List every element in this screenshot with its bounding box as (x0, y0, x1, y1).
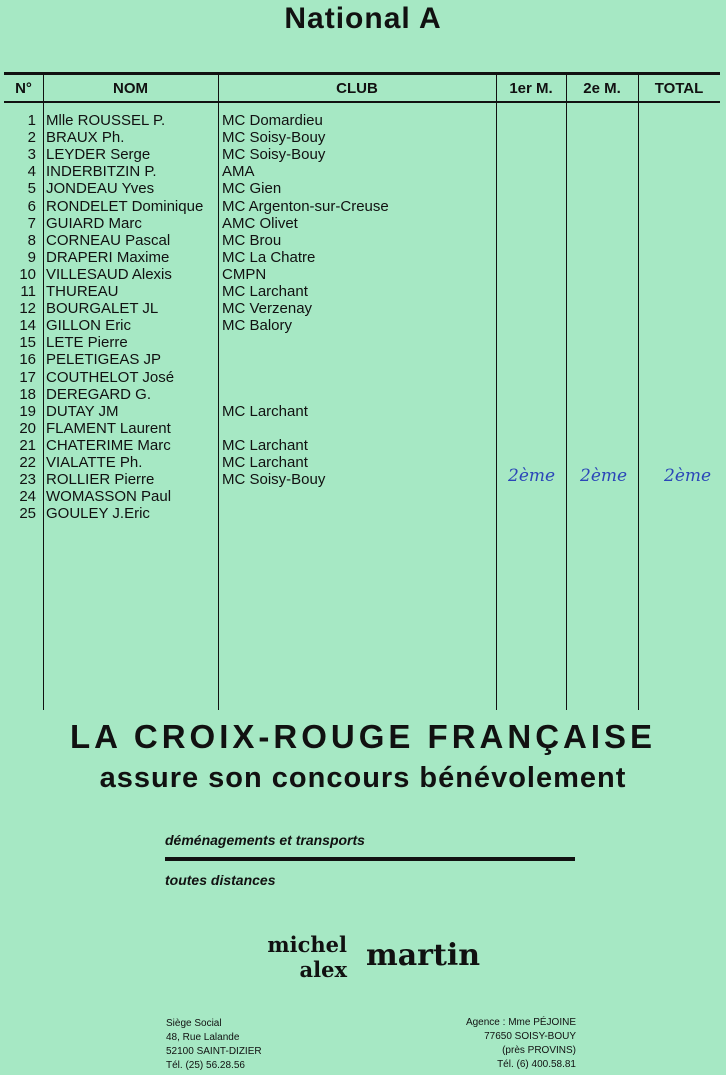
entry-nom: COUTHELOT José (46, 368, 175, 386)
entry-club: MC Larchant (222, 454, 308, 471)
table-top-rule (4, 72, 720, 75)
handwritten-total: 2ème (664, 466, 712, 486)
siege-line: Tél. (25) 56.28.56 (166, 1060, 245, 1071)
entry-num: 19 (19, 402, 36, 420)
entry-club: MC Domardieu (222, 112, 323, 129)
entry-club: MC Larchant (222, 436, 308, 454)
entry-nom: INDERBITZIN P. (46, 163, 157, 181)
entry-club: MC Soisy-Bouy (222, 129, 326, 147)
entry-num: 9 (27, 248, 36, 266)
entry-nom: THUREAU (46, 283, 119, 300)
table-row (0, 163, 726, 180)
siege-line: 48, Rue Lalande (166, 1032, 240, 1043)
entry-num: 23 (19, 471, 36, 489)
entry-nom: LETE Pierre (46, 334, 128, 352)
siege-line: Siège Social (166, 1018, 222, 1029)
ad-name-last: martin (366, 938, 481, 973)
entry-nom: VILLESAUD Alexis (46, 265, 172, 283)
entry-nom: DUTAY JM (46, 402, 119, 420)
entry-nom: BRAUX Ph. (46, 129, 125, 147)
entry-club: MC Larchant (222, 283, 308, 300)
entry-num: 17 (19, 368, 36, 386)
table-row (0, 283, 726, 300)
entry-nom: CHATERIME Marc (46, 436, 171, 454)
handwritten-m2: 2ème (580, 466, 628, 486)
entry-num: 20 (19, 419, 36, 437)
entry-num: 1 (27, 112, 36, 129)
entry-club: MC Larchant (222, 402, 308, 420)
agence-line: Tél. (6) 400.58.81 (497, 1059, 576, 1070)
entry-club: MC Gien (222, 180, 282, 198)
table-row (0, 146, 726, 163)
entry-nom: RONDELET Dominique (46, 197, 204, 215)
table-row (0, 420, 726, 437)
header-nom: NOM (113, 80, 148, 97)
ad-name-first (252, 932, 347, 982)
table-row (0, 215, 726, 232)
entry-num: 10 (19, 265, 36, 283)
header-m1: 1er M. (509, 80, 553, 97)
agence-line: Agence : Mme PÉJOINE (465, 1017, 576, 1028)
agence-line: (près PROVINS) (502, 1045, 576, 1056)
agence-line: 77650 SOISY-BOUY (484, 1031, 576, 1042)
entry-num: 16 (19, 351, 36, 369)
agence-address (400, 1016, 576, 1072)
page-title: National A (284, 2, 442, 35)
header-num: N° (15, 80, 32, 97)
entry-num: 4 (27, 163, 36, 181)
table-row (0, 180, 726, 197)
entry-nom: DEREGARD G. (46, 385, 152, 403)
entry-club: MC Soisy-Bouy (222, 146, 326, 164)
ad-name-michel: michel (267, 932, 347, 957)
table-row (0, 386, 726, 403)
entry-nom: PELETIGEAS JP (46, 351, 162, 369)
entry-num: 3 (27, 146, 36, 164)
table-row (0, 488, 726, 505)
table-row (0, 300, 726, 317)
entry-nom: GUIARD Marc (46, 214, 142, 232)
table-row (0, 437, 726, 454)
entry-nom: LEYDER Serge (46, 146, 151, 164)
entry-num: 22 (19, 454, 36, 471)
entry-nom: BOURGALET JL (46, 300, 159, 318)
entry-nom: JONDEAU Yves (46, 180, 155, 198)
table-row (0, 249, 726, 266)
entry-club: MC Balory (222, 317, 293, 335)
ad-subheadline: assure son concours bénévolement (99, 762, 627, 794)
entry-club: AMC Olivet (222, 214, 298, 232)
entry-nom: ROLLIER Pierre (46, 471, 155, 489)
entry-nom: CORNEAU Pascal (46, 231, 171, 249)
entry-nom: WOMASSON Paul (46, 488, 172, 506)
entry-club: AMA (222, 163, 255, 181)
entry-nom: GILLON Eric (46, 317, 132, 335)
table-row (0, 129, 726, 146)
header-club: CLUB (336, 80, 378, 97)
entry-nom: Mlle ROUSSEL P. (46, 112, 166, 129)
table-row (0, 505, 726, 522)
ad-divider (165, 857, 575, 861)
ad-service-1: déménagements et transports (165, 832, 365, 848)
entry-num: 8 (27, 231, 36, 249)
header-m2: 2e M. (583, 80, 621, 97)
entry-club: MC Soisy-Bouy (222, 471, 326, 489)
entry-num: 18 (19, 385, 36, 403)
entry-num: 24 (19, 488, 36, 506)
entry-num: 7 (27, 214, 36, 232)
entry-club: MC La Chatre (222, 248, 316, 266)
table-row (0, 112, 726, 129)
table-row (0, 198, 726, 215)
header-total: TOTAL (654, 80, 704, 97)
entry-club: CMPN (222, 265, 267, 283)
table-row (0, 317, 726, 334)
entry-nom: VIALATTE Ph. (46, 454, 143, 471)
entry-club: MC Argenton-sur-Creuse (222, 197, 389, 215)
entry-num: 5 (27, 180, 36, 198)
ad-name-alex: alex (299, 957, 347, 982)
entry-num: 15 (19, 334, 36, 352)
entry-num: 25 (19, 505, 36, 523)
entry-nom: GOULEY J.Eric (46, 505, 150, 523)
entry-num: 11 (20, 283, 36, 300)
entry-num: 21 (19, 436, 36, 454)
entry-club: MC Verzenay (222, 300, 313, 318)
table-header-rule (4, 101, 720, 103)
table-row (0, 232, 726, 249)
table-row (0, 266, 726, 283)
ad-headline: LA CROIX-ROUGE FRANÇAISE (69, 718, 657, 755)
entry-club: MC Brou (222, 231, 282, 249)
entry-num: 14 (19, 317, 36, 335)
entry-num: 6 (27, 197, 36, 215)
handwritten-m1: 2ème (508, 466, 556, 486)
entry-nom: FLAMENT Laurent (46, 419, 171, 437)
table-row (0, 403, 726, 420)
entry-nom: DRAPERI Maxime (46, 248, 170, 266)
table-row (0, 369, 726, 386)
table-row (0, 351, 726, 368)
table-row (0, 334, 726, 351)
siege-address (166, 1017, 262, 1073)
siege-line: 52100 SAINT-DIZIER (166, 1046, 262, 1057)
entry-num: 2 (27, 129, 36, 147)
entry-num: 12 (19, 300, 36, 318)
ad-service-2: toutes distances (165, 872, 276, 888)
